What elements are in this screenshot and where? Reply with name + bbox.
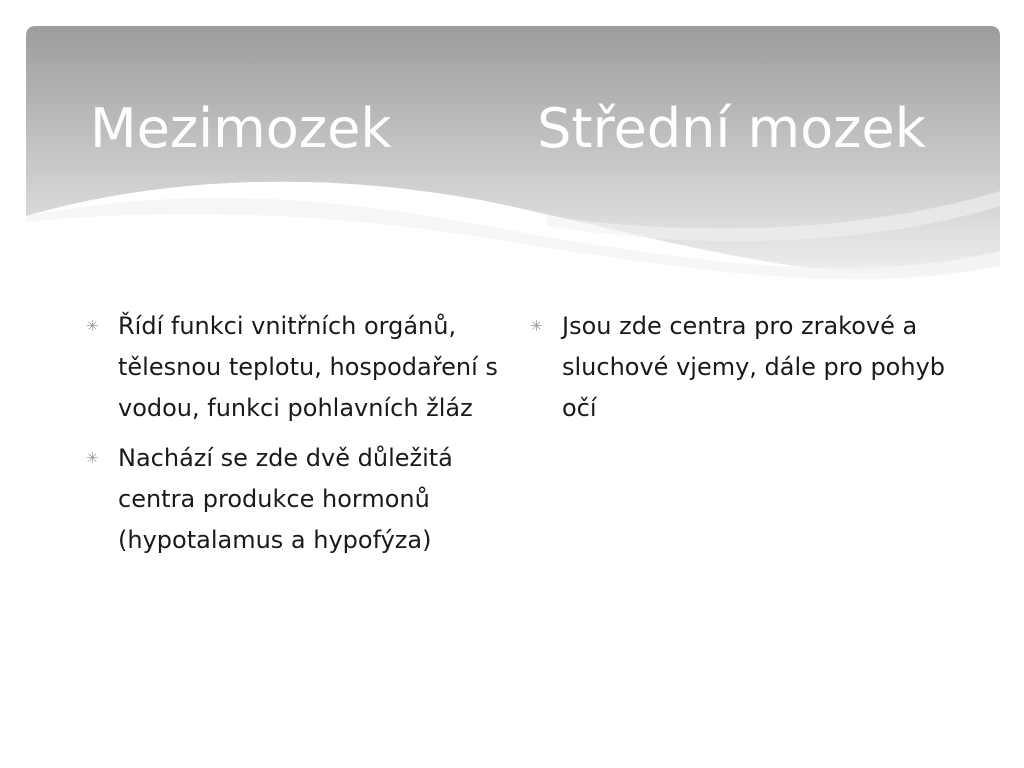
asterisk-bullet-icon: ✳ — [86, 317, 99, 335]
title-left: Mezimozek — [90, 97, 392, 160]
right-bullet-list — [530, 306, 970, 429]
right-column — [530, 306, 970, 438]
asterisk-bullet-icon: ✳ — [530, 317, 543, 335]
bullet-text: Řídí funkci vnitřních orgánů, tělesnou teplotu, hospodaření s vodou, funkci pohlavních žláz — [118, 312, 498, 422]
bullet-text: Jsou zde centra pro zrakové a sluchové vjemy, dále pro pohyb očí — [562, 312, 946, 422]
left-column — [86, 306, 506, 570]
list-item — [86, 438, 506, 561]
list-item — [530, 306, 970, 429]
slide-header — [26, 26, 1000, 286]
bullet-text: Nachází se zde dvě důležitá centra produkce hormonů (hypotalamus a hypofýza) — [118, 444, 453, 554]
list-item — [86, 306, 506, 429]
title-right: Střední mozek — [537, 97, 926, 160]
asterisk-bullet-icon: ✳ — [86, 449, 99, 467]
left-bullet-list — [86, 306, 506, 561]
